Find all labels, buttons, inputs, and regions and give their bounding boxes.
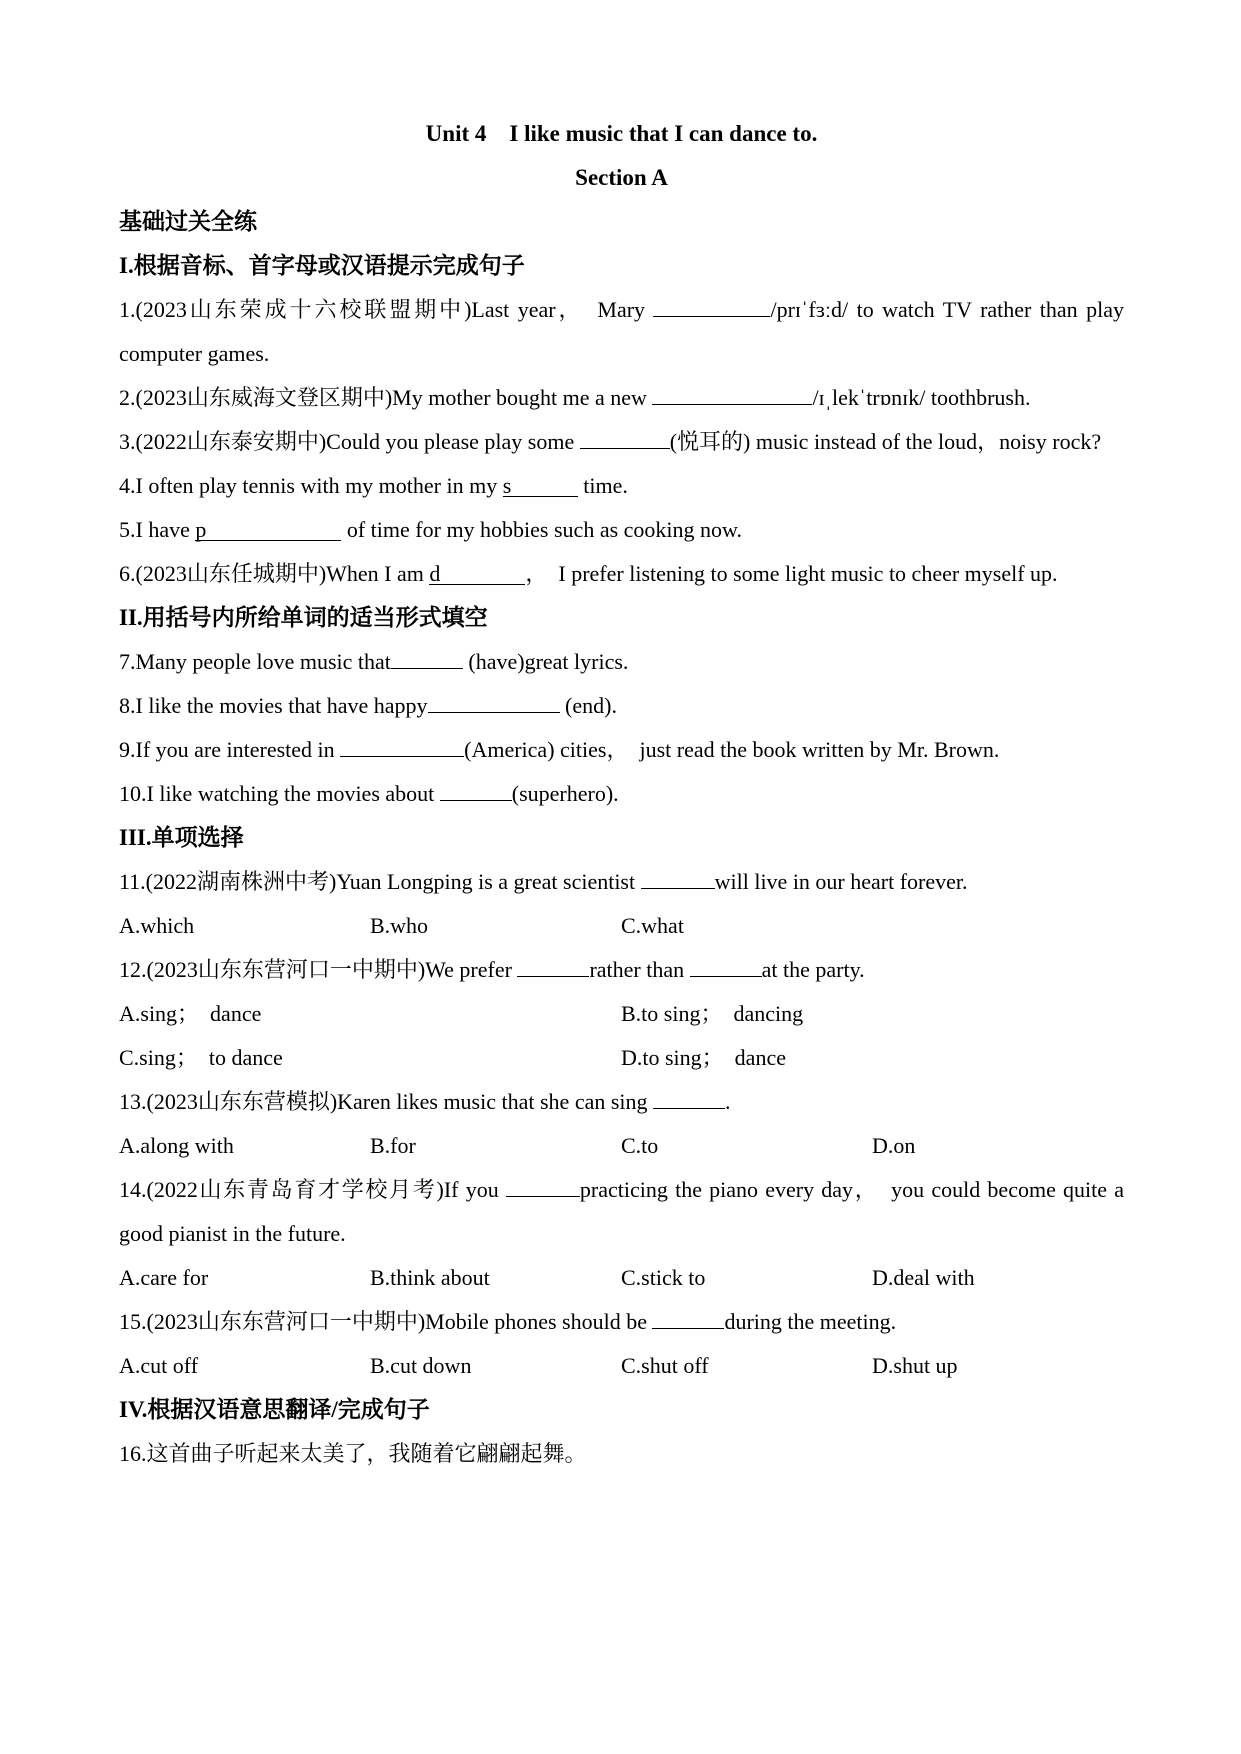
part-4-heading: IV.根据汉语意思翻译/完成句子 (119, 1397, 430, 1422)
part-3-heading: III.单项选择 (119, 825, 244, 850)
answer-blank[interactable] (506, 1178, 580, 1197)
part-2-heading: II.用括号内所给单词的适当形式填空 (119, 605, 488, 630)
option-c[interactable]: C.to (621, 1133, 659, 1158)
answer-blank[interactable]: d (429, 564, 525, 585)
question-3: 3.(2022山东泰安期中)Could you please play some (悦耳的) music instead of the loud，noisy rock? (119, 429, 1102, 454)
answer-blank[interactable] (440, 782, 512, 801)
question-12-options-row-1 (119, 992, 1124, 1036)
question-5: 5.I have p of time for my hobbies such as cooking now. (119, 517, 742, 542)
option-a[interactable]: A.cut off (119, 1353, 199, 1378)
question-1: 1.(2023山东荣成十六校联盟期中)Last year， Mary /prɪˈfɜːd/ to watch TV rather than play computer games. (119, 297, 1124, 366)
question-2: 2.(2023山东威海文登区期中)My mother bought me a new /ɪˌlekˈtrɒnɪk/ toothbrush. (119, 385, 1031, 410)
question-11-options (119, 904, 1124, 948)
question-7: 7.Many people love music that (have)great lyrics. (119, 649, 629, 674)
option-b[interactable]: B.for (370, 1133, 416, 1158)
section-title: Section A (575, 165, 668, 190)
answer-blank[interactable] (652, 1310, 724, 1329)
option-c[interactable]: C.what (621, 913, 684, 938)
unit-title: Unit 4 I like music that I can dance to. (425, 121, 818, 146)
option-b[interactable]: B.cut down (370, 1353, 472, 1378)
option-c[interactable]: C.stick to (621, 1265, 706, 1290)
question-12-options-row-2 (119, 1036, 1124, 1080)
answer-blank[interactable] (580, 430, 670, 449)
option-d[interactable]: D.shut up (872, 1353, 958, 1378)
question-4: 4.I often play tennis with my mother in my s time. (119, 473, 628, 498)
part-1-heading: I.根据音标、首字母或汉语提示完成句子 (119, 253, 525, 278)
option-c[interactable]: C.sing； to dance (119, 1045, 283, 1070)
answer-blank[interactable] (653, 298, 770, 317)
option-c[interactable]: C.shut off (621, 1353, 709, 1378)
question-16: 16.这首曲子听起来太美了，我随着它翩翩起舞。 (119, 1441, 587, 1466)
option-b[interactable]: B.think about (370, 1265, 490, 1290)
worksheet-content (119, 112, 1124, 1476)
option-a[interactable]: A.along with (119, 1133, 234, 1158)
option-d[interactable]: D.on (872, 1133, 916, 1158)
answer-blank[interactable] (652, 386, 812, 405)
question-8: 8.I like the movies that have happy (end). (119, 693, 617, 718)
answer-blank[interactable] (690, 958, 762, 977)
question-14: 14.(2022山东青岛育才学校月考)If you practicing the piano every day， you could become quite a good pianist in the future. (119, 1177, 1124, 1246)
question-14-options (119, 1256, 1124, 1300)
option-d[interactable]: D.to sing； dance (621, 1045, 786, 1070)
option-a[interactable]: A.sing； dance (119, 1001, 262, 1026)
question-11: 11.(2022湖南株洲中考)Yuan Longping is a great scientist will live in our heart forever. (119, 869, 968, 894)
question-13: 13.(2023山东东营模拟)Karen likes music that she can sing . (119, 1089, 731, 1114)
question-13-options (119, 1124, 1124, 1168)
section-main-heading: 基础过关全练 (119, 209, 257, 234)
question-12: 12.(2023山东东营河口一中期中)We prefer rather than at the party. (119, 957, 865, 982)
question-15: 15.(2023山东东营河口一中期中)Mobile phones should be during the meeting. (119, 1309, 897, 1334)
answer-blank[interactable] (340, 738, 464, 757)
answer-blank[interactable] (517, 958, 589, 977)
answer-blank[interactable]: p (195, 520, 341, 541)
question-6: 6.(2023山东任城期中)When I am d ， I prefer listening to some light music to cheer myself up. (119, 561, 1058, 586)
option-b[interactable]: B.who (370, 913, 429, 938)
question-15-options (119, 1344, 1124, 1388)
answer-blank[interactable] (428, 694, 560, 713)
option-a[interactable]: A.which (119, 913, 195, 938)
answer-blank[interactable] (653, 1090, 725, 1109)
answer-blank[interactable] (391, 650, 463, 669)
question-9: 9.If you are interested in (America) cities， just read the book written by Mr. Brown. (119, 737, 1000, 762)
option-d[interactable]: D.deal with (872, 1265, 975, 1290)
answer-blank[interactable] (641, 870, 715, 889)
option-b[interactable]: B.to sing； dancing (621, 1001, 804, 1026)
answer-blank[interactable]: s (503, 476, 578, 497)
option-a[interactable]: A.care for (119, 1265, 209, 1290)
question-10: 10.I like watching the movies about (superhero). (119, 781, 619, 806)
